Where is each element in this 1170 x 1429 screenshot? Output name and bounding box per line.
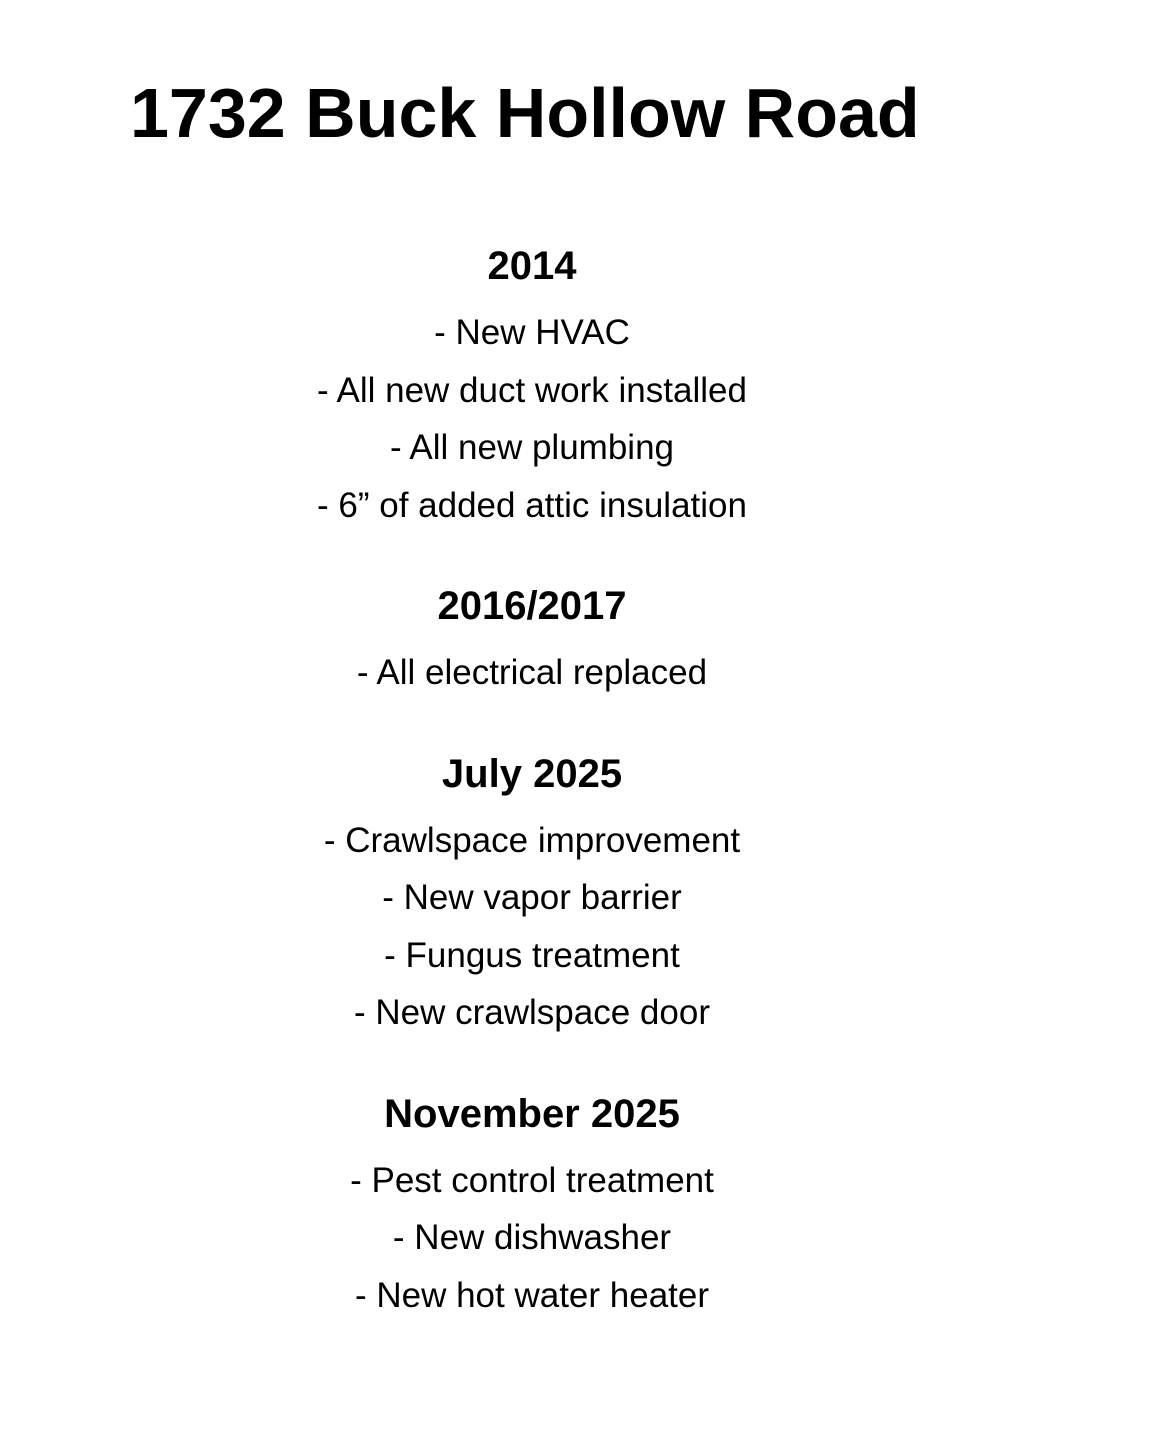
section-items <box>0 812 1064 1042</box>
list-item: - 6” of added attic insulation <box>317 485 747 525</box>
list-item: - Crawlspace improvement <box>323 820 741 860</box>
section-year: July 2025 <box>441 751 623 796</box>
list-item: - Fungus treatment <box>384 935 680 975</box>
section-year: 2014 <box>487 244 577 288</box>
section-2014 <box>0 236 1064 534</box>
section-july-2025 <box>0 744 1064 1042</box>
list-item: - New dishwasher <box>392 1218 672 1257</box>
section-november-2025 <box>0 1084 1064 1325</box>
section-items <box>0 1152 1064 1325</box>
renovation-timeline <box>0 236 1064 1366</box>
list-item: - New HVAC <box>434 313 630 352</box>
list-item: - New crawlspace door <box>354 993 710 1032</box>
page-title: 1732 Buck Hollow Road <box>130 74 920 152</box>
list-item: - Pest control treatment <box>350 1160 714 1200</box>
list-item: - All new duct work installed <box>317 370 747 410</box>
section-items <box>0 304 1064 534</box>
list-item: - All electrical replaced <box>356 653 708 692</box>
list-item: - New hot water heater <box>354 1275 710 1315</box>
section-year: 2016/2017 <box>437 584 627 628</box>
section-2016-2017 <box>0 576 1064 702</box>
section-items <box>0 644 1064 702</box>
list-item: - All new plumbing <box>389 428 675 467</box>
section-year: November 2025 <box>384 1091 680 1136</box>
list-item: - New vapor barrier <box>382 878 682 917</box>
